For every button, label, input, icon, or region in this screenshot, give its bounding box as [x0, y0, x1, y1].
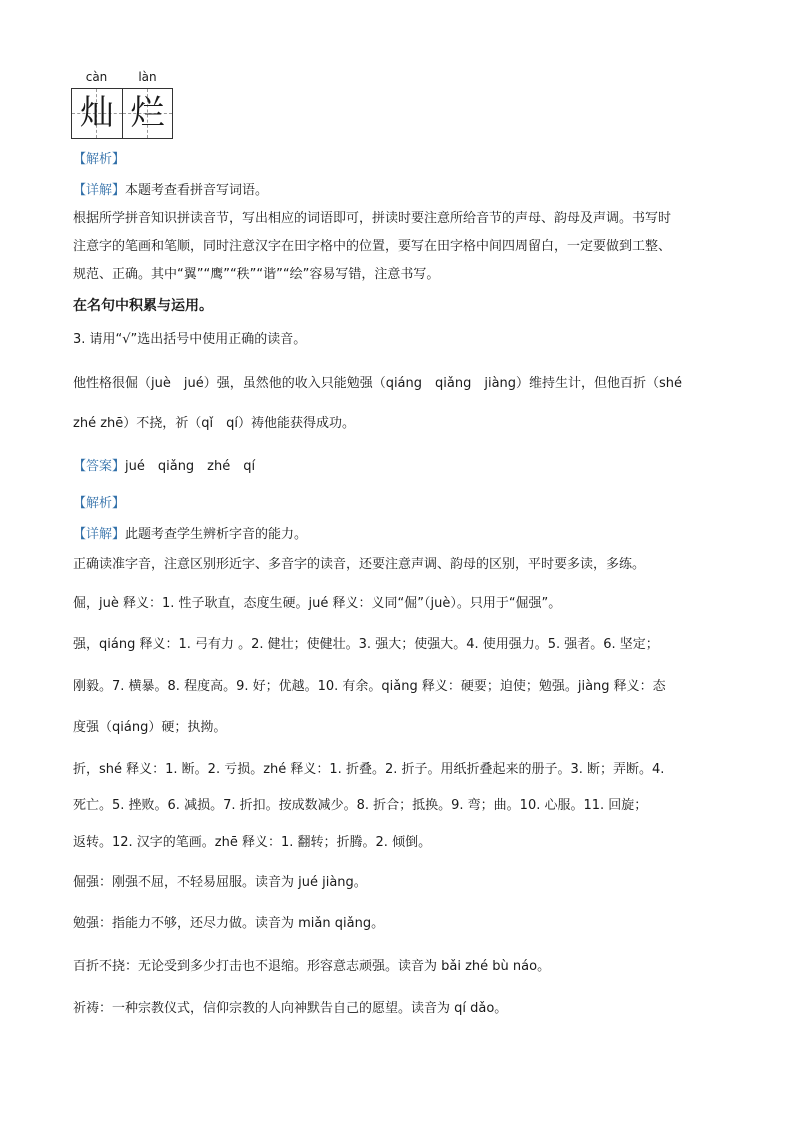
grid-char-2: 烂 — [130, 93, 165, 133]
line-text: 度强（qiáng）硬；执拗。 — [73, 720, 227, 735]
line-text: 返转。12. 汉字的笔画。zhē 释义：1. 翻转；折腾。2. 倾倒。 — [73, 835, 432, 850]
line-text: 此题考查学生辨析字音的能力。 — [125, 527, 308, 542]
line-text: 折，shé 释义：1. 断。2. 亏损。zhé 释义：1. 折叠。2. 折子。用纸折叠起来的册子。3. 断；弄断。4. — [73, 762, 665, 777]
line-text: 本题考查看拼音写词语。 — [125, 183, 269, 198]
text-line — [73, 238, 671, 256]
section-tag: 【详解】 — [73, 183, 126, 198]
text-line — [73, 266, 439, 284]
line-text: 根据所学拼音知识拼读音节，写出相应的词语即可，拼读时要注意所给音节的声母、韵母及声调。书写时 — [73, 211, 672, 226]
tianzige-grid — [71, 88, 173, 139]
text-line — [73, 1000, 507, 1018]
pinyin-2: làn — [138, 70, 157, 84]
tianzige-cell-1 — [72, 89, 122, 138]
line-text: 注意字的笔画和笔顺，同时注意汉字在田字格中的位置，要写在田字格中间四周留白，一定要做到工整、 — [73, 239, 672, 254]
text-line — [73, 719, 226, 737]
text-line — [73, 797, 647, 815]
line-text: 3. 请用“√”选出括号中使用正确的读音。 — [73, 332, 307, 347]
section-tag: 【解析】 — [73, 152, 126, 167]
line-text: 规范、正确。其中“翼”“鹰”“秩”“谐”“绘”容易写错，注意书写。 — [73, 267, 440, 282]
line-text: jué qiǎng zhé qí — [125, 459, 256, 474]
grid-char-1: 灿 — [80, 93, 114, 133]
line-text: 祈祷：一种宗教仪式，信仰宗教的人向神默告自己的愿望。读音为 qí dǎo。 — [73, 1001, 508, 1016]
line-text: 正确读准字音，注意区别形近字、多音字的读音，还要注意声调、韵母的区别，平时要多读，多练。 — [73, 557, 646, 572]
text-line — [73, 678, 666, 696]
text-line — [73, 526, 307, 544]
line-text: 死亡。5. 挫败。6. 减损。7. 折扣。按成数减少。8. 折合；抵换。9. 弯；曲。10. 心服。11. 回旋； — [73, 798, 648, 813]
line-text: 勉强：指能力不够，还尽力做。读音为 miǎn qiǎng。 — [73, 916, 385, 931]
line-text: 刚毅。7. 横暴。8. 程度高。9. 好；优越。10. 有余。qiǎng 释义：硬要；迫使；勉强。jiàng 释义：态 — [73, 679, 666, 694]
section-heading — [73, 297, 213, 315]
line-text: 在名句中积累与运用。 — [73, 298, 213, 314]
text-line — [73, 958, 550, 976]
text-line — [73, 834, 431, 852]
line-text: 倔强：刚强不屈，不轻易屈服。读音为 jué jiàng。 — [73, 875, 367, 890]
line-text: zhé zhē）不挠，祈（qǐ qí）祷他能获得成功。 — [73, 416, 355, 431]
question-title — [73, 331, 306, 349]
tianzige-answer — [71, 68, 173, 138]
text-line — [73, 495, 125, 513]
answer-line — [73, 458, 255, 476]
section-tag: 【解析】 — [73, 496, 126, 511]
text-line — [73, 636, 659, 654]
question-text — [73, 415, 355, 433]
text-line — [73, 595, 561, 613]
section-tag: 【答案】 — [73, 459, 126, 474]
line-text: 强，qiáng 释义：1. 弓有力 。2. 健壮；使健壮。3. 强大；使强大。4. 使用强力。5. 强者。6. 坚定； — [73, 637, 659, 652]
section-tag: 【详解】 — [73, 527, 126, 542]
line-text: 他性格很倔（juè jué）强，虽然他的收入只能勉强（qiáng qiǎng jiàng）维持生计，但他百折（shé — [73, 376, 683, 391]
text-line — [73, 874, 367, 892]
pinyin-1: càn — [85, 70, 108, 84]
question-text — [73, 375, 682, 393]
text-line — [73, 151, 125, 169]
text-line — [73, 210, 671, 228]
text-line — [73, 761, 664, 779]
line-text: 倔，juè 释义：1. 性子耿直，态度生硬。jué 释义：义同“倔”（juè）。只用于“倔强”。 — [73, 596, 562, 611]
text-line — [73, 915, 384, 933]
text-line — [73, 556, 645, 574]
text-line — [73, 182, 268, 200]
tianzige-cell-2 — [122, 89, 173, 138]
line-text: 百折不挠：无论受到多少打击也不退缩。形容意志顽强。读音为 bǎi zhé bù náo。 — [73, 959, 551, 974]
pinyin-row — [71, 68, 173, 88]
